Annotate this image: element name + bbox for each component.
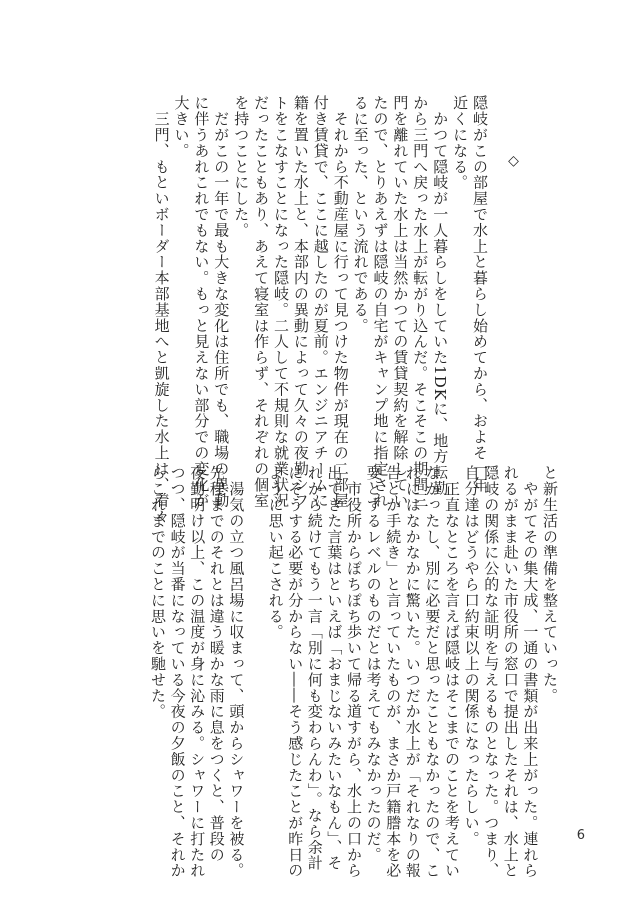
text-column: それから不動産屋に行って見つけた物件が現在の二部屋 bbox=[331, 95, 350, 509]
text-column: 大きい。 bbox=[172, 95, 191, 159]
page-number: 6 bbox=[576, 828, 585, 843]
text-column: にそうする必要が分からない――そう感じたことが昨日の bbox=[286, 465, 305, 879]
text-column: 隠岐の関係に公的な証明を与えるものとなった。つまり、 bbox=[482, 465, 501, 879]
text-column: を持つことにした。 bbox=[232, 95, 251, 239]
text-column: 自分達はどうやら口約束以上の関係になったらしい。 bbox=[462, 465, 481, 847]
text-column: だがこの一年で最も大きな変化は住所でも、職場の異動 bbox=[212, 95, 231, 509]
text-column: れから続けてもう一言「別に何も変わらんわ」。なら余計 bbox=[305, 465, 324, 871]
text-column: やがてその集大成、一通の書類が出来上がった。連れら bbox=[521, 465, 540, 879]
text-column: れにはなかなかに驚いた。いつだか水上が「それなりの報 bbox=[403, 465, 422, 879]
text-column: 門を離れていた水上は当然かつての賃貸契約を解除してい bbox=[391, 95, 410, 509]
text-column: 正直なところを言えば隠岐はそこまでのことを考えてい bbox=[443, 465, 461, 879]
text-column: 隠岐がこの部屋で水上と暮らし始めてから、およそ一年 bbox=[471, 95, 489, 493]
text-column: 出てきた言葉はといえば「おまじないみたいなもん」、そ bbox=[325, 465, 344, 871]
text-column: から三門へ戻った水上が転がり込んだ。そこそこの期間三 bbox=[411, 95, 430, 509]
text-column: 夜勤明け以上、この温度が身に沁みる。シャワーに打たれ bbox=[188, 465, 207, 879]
text-column: だったこともあり、あえて寝室は作らず、それぞれの個室 bbox=[252, 95, 271, 509]
text-column: ように思い起こされる。 bbox=[266, 465, 285, 640]
text-column: かつて隠岐が一人暮らしをしていた1DKに、地方転勤 bbox=[431, 95, 450, 497]
text-column: 要とするレベルのものだとは考えてもみなかったのだ。 bbox=[364, 465, 383, 863]
text-column: 市役所からぽちぽち歩いて帰る道すがら、水上の口から bbox=[345, 465, 363, 879]
text-column: たので、とりあえずは隠岐の自宅がキャンプ地に指定され bbox=[371, 95, 390, 509]
text-column: なかったし、別に必要だと思ったこともなかったので、こ bbox=[423, 465, 442, 879]
text-column: 籍を置いた水上と、本部内の異動によって久々の夜勤シフ bbox=[291, 95, 310, 509]
text-column: 告とか手続き」と言っていたものが、まさか戸籍謄本を必 bbox=[384, 465, 403, 879]
text-column: るに至った、という流れである。 bbox=[351, 95, 370, 334]
text-column: に伴うあれこれでもない。もっと見えない部分での変化が bbox=[192, 95, 211, 509]
text-column: れるがまま赴いた市役所の窓口で提出したそれは、水上と bbox=[501, 465, 520, 879]
text-column: 近くになる。 bbox=[451, 95, 470, 191]
text-column: 先程までのそれとは違う暖かな雨に息をつくと、普段の bbox=[207, 465, 226, 863]
text-column: つつ、隠岐が当番になっている今夜の夕飯のこと、それか bbox=[168, 465, 187, 879]
text-column: トをこなすことになった隠岐。二人して不規則な就業状況 bbox=[272, 95, 290, 509]
text-column: 付き賃貸で、ここに越したのが夏前。エンジニアチームに bbox=[311, 95, 330, 509]
section-mark: ◇ bbox=[508, 153, 519, 169]
text-column: と新生活の準備を整えていった。 bbox=[541, 465, 559, 704]
text-column: 三門、もといボーダー本部基地へと凱旋した水上は、着々 bbox=[152, 95, 171, 525]
text-column: 湯気の立つ風呂場に収まって、頭からシャワーを被る。 bbox=[227, 465, 246, 879]
text-column: らこれまでのことに思いを馳せた。 bbox=[149, 465, 167, 720]
